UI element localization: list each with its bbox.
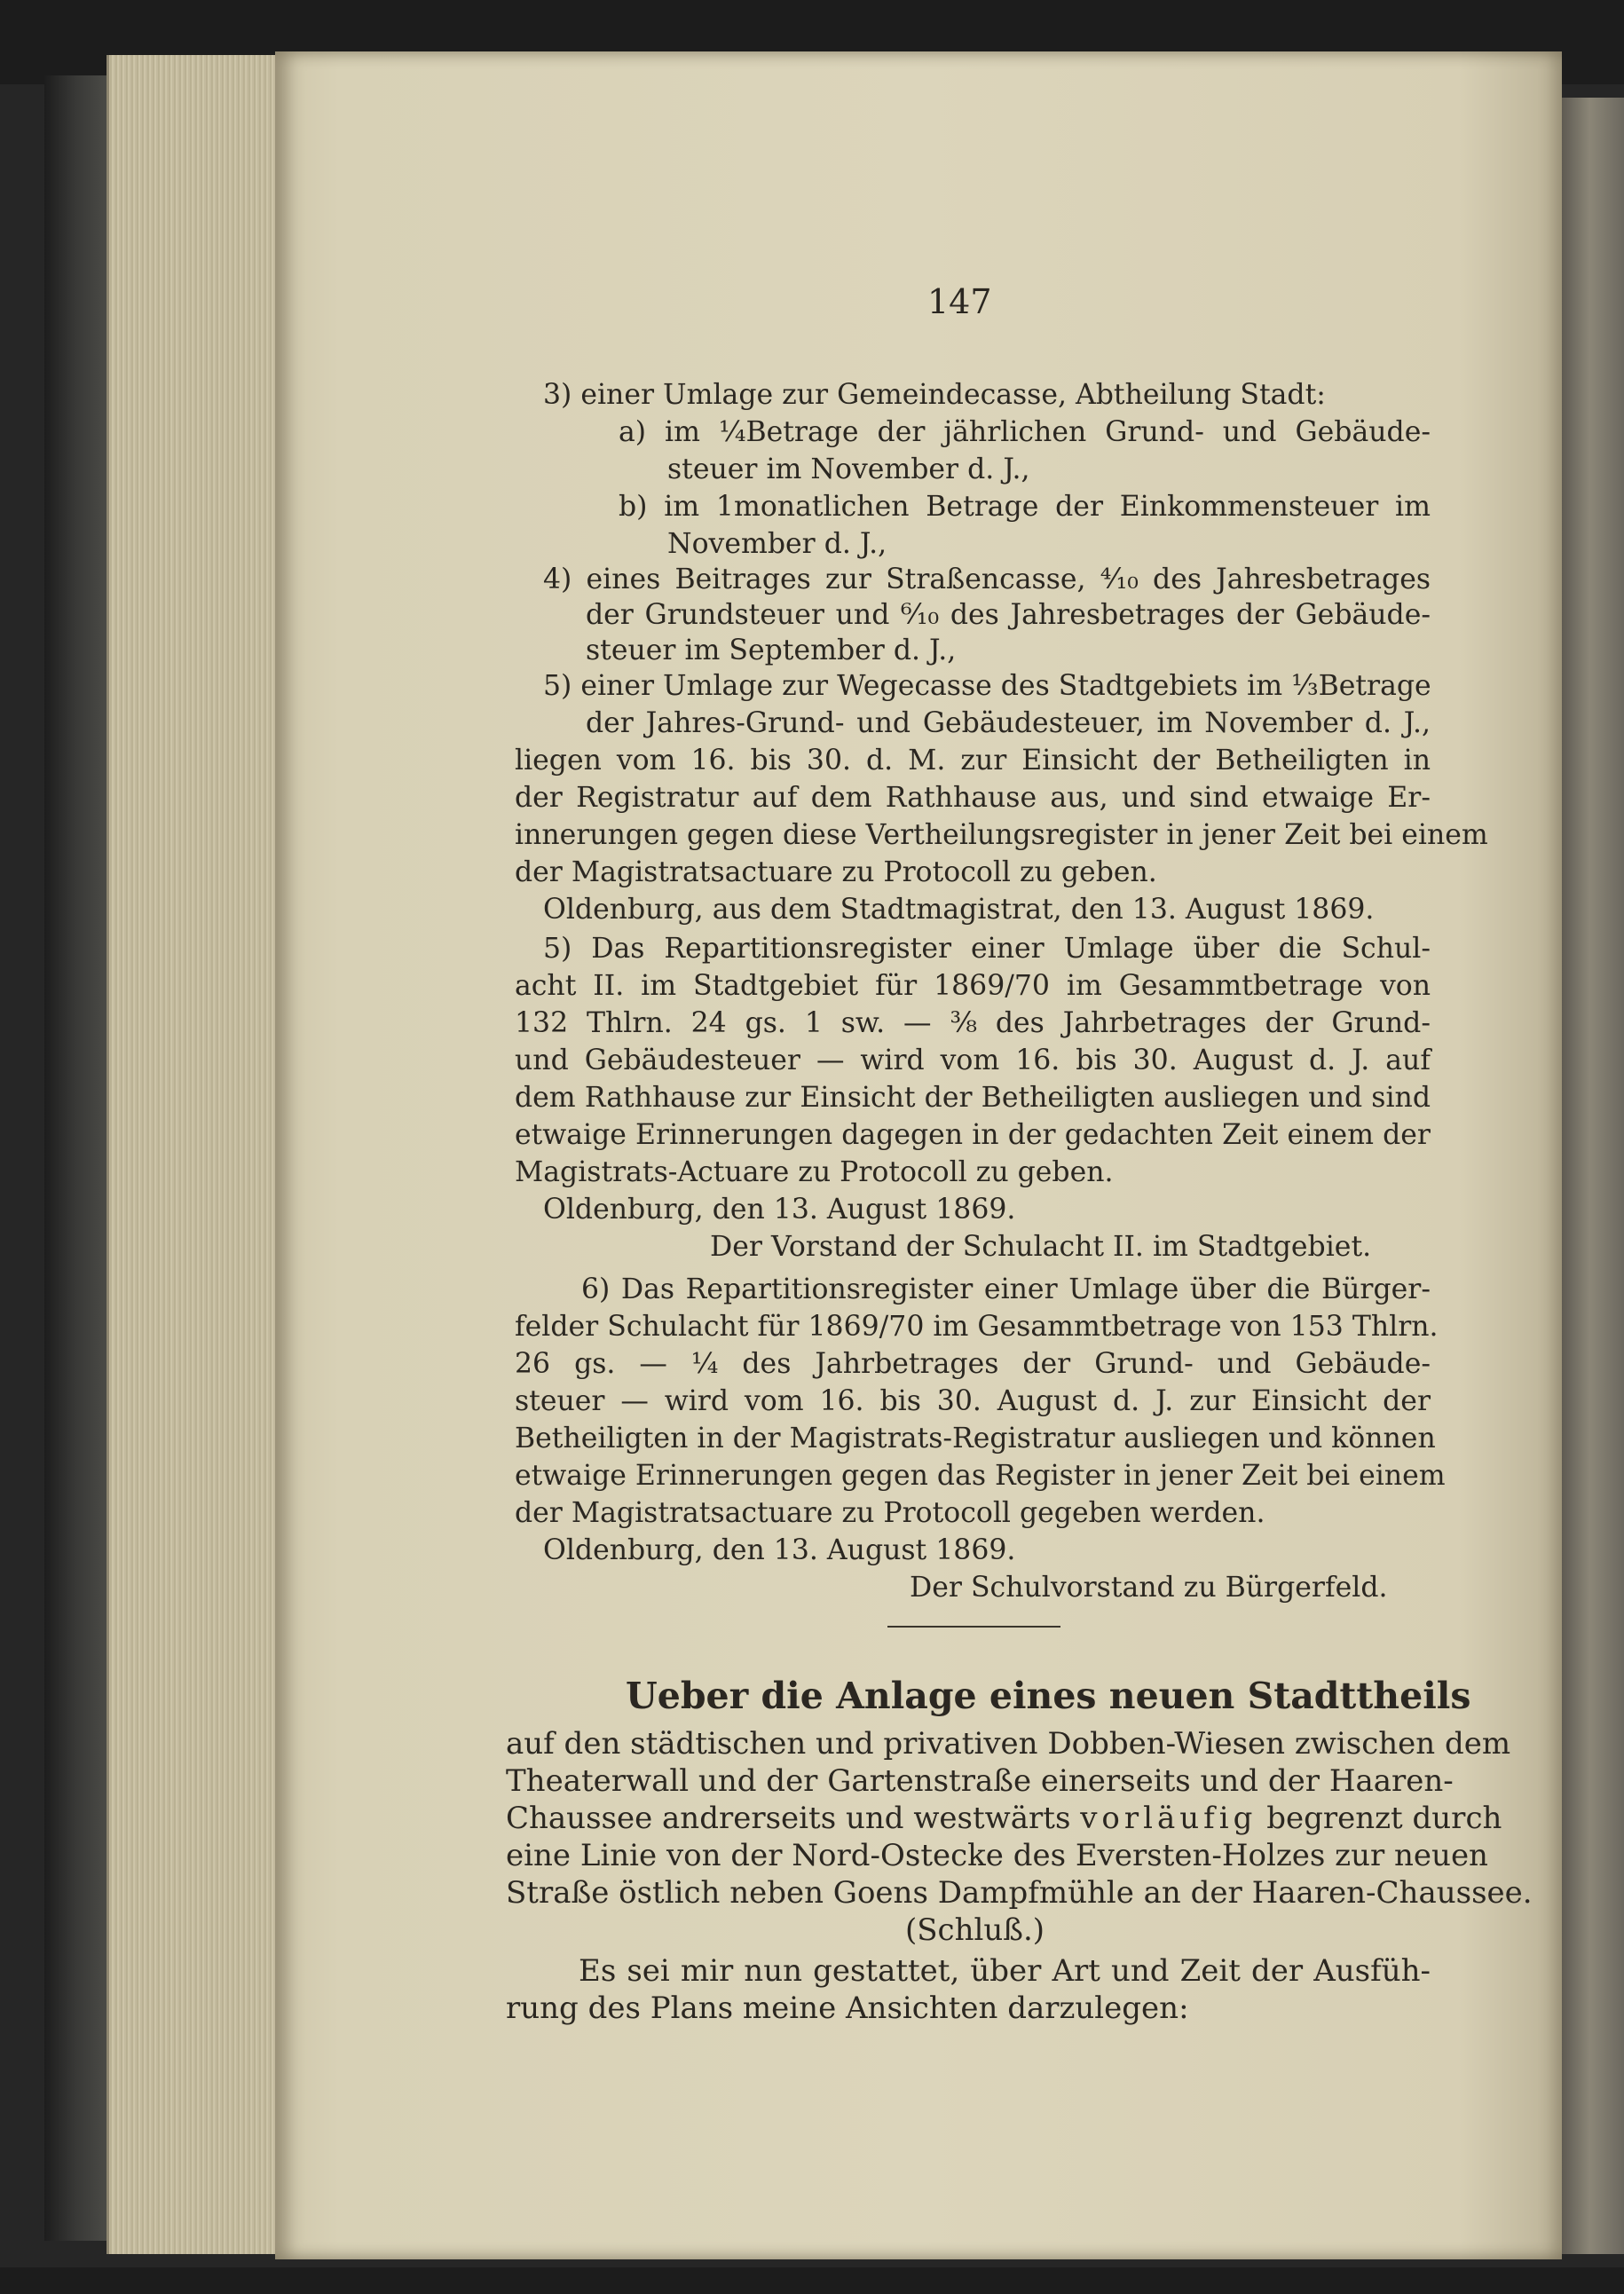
text-line: Der Schulvorstand zu Bürgerfeld. <box>910 1572 1388 1604</box>
text-line: eine Linie von der Nord-Ostecke des Eversten-Holzes zur neuen <box>506 1838 1488 1873</box>
page-number: 147 <box>927 282 992 321</box>
text-line: Betheiligten in der Magistrats-Registratur ausliegen und können <box>515 1423 1436 1454</box>
text-fragment: Chaussee andrerseits und westwärts <box>506 1801 1071 1836</box>
text-line: Oldenburg, aus dem Stadtmagistrat, den 13. August 1869. <box>543 894 1375 926</box>
text-line: der Magistratsactuare zu Protocoll gegeben werden. <box>515 1497 1265 1529</box>
text-fragment: begrenzt durch <box>1266 1801 1502 1836</box>
text-line: Straße östlich neben Goens Dampfmühle an der Haaren-Chaussee. <box>506 1875 1533 1911</box>
text-line: steuer — wird vom 16. bis 30. August d. J. zur Einsicht der <box>515 1385 1431 1417</box>
text-line <box>506 1801 1502 1836</box>
text-line: Theaterwall und der Gartenstraße einerseits und der Haaren- <box>506 1763 1454 1799</box>
text-line: der Grundsteuer und ⁶⁄₁₀ des Jahresbetrages der Gebäude- <box>586 599 1431 631</box>
text-line: steuer im November d. J., <box>667 453 1030 485</box>
text-line: rung des Plans meine Ansichten darzulegen: <box>506 1990 1189 2026</box>
text-line: 3) einer Umlage zur Gemeindecasse, Abtheilung Stadt: <box>543 379 1326 411</box>
text-line: liegen vom 16. bis 30. d. M. zur Einsicht der Betheiligten in <box>515 745 1431 776</box>
text-line: (Schluß.) <box>905 1912 1045 1948</box>
text-line: etwaige Erinnerungen dagegen in der gedachten Zeit einem der <box>515 1119 1431 1151</box>
text-line: felder Schulacht für 1869/70 im Gesammtbetrage von 153 Thlrn. <box>515 1311 1439 1343</box>
text-line: auf den städtischen und privativen Dobben-Wiesen zwischen dem <box>506 1726 1511 1762</box>
text-line: a) im ¼Betrage der jährlichen Grund- und Gebäude- <box>619 416 1431 448</box>
text-line: 6) Das Repartitionsregister einer Umlage über die Bürger- <box>581 1273 1431 1305</box>
text-line: dem Rathhause zur Einsicht der Betheiligten ausliegen und sind <box>515 1082 1431 1114</box>
text-line: steuer im September d. J., <box>586 635 957 666</box>
text-line: 4) eines Beitrages zur Straßencasse, ⁴⁄₁₀ des Jahresbetrages <box>543 564 1431 595</box>
text-line: Oldenburg, den 13. August 1869. <box>543 1534 1016 1566</box>
text-line: 132 Thlrn. 24 gs. 1 sw. — ⅜ des Jahrbetrages der Grund- <box>515 1007 1431 1039</box>
text-line: Es sei mir nun gestattet, über Art und Zeit der Ausfüh- <box>579 1953 1431 1989</box>
text-line: Magistrats-Actuare zu Protocoll zu geben. <box>515 1156 1114 1188</box>
emphasized-word: vorläufig <box>1080 1801 1257 1836</box>
section-divider <box>887 1626 1060 1628</box>
text-line: der Magistratsactuare zu Protocoll zu geben. <box>515 856 1157 888</box>
text-line: acht II. im Stadtgebiet für 1869/70 im Gesammtbetrage von <box>515 970 1431 1002</box>
text-line: der Jahres-Grund- und Gebäudesteuer, im November d. J., <box>586 707 1431 739</box>
text-line: 5) einer Umlage zur Wegecasse des Stadtgebiets im ⅓Betrage <box>543 670 1431 702</box>
text-line: b) im 1monatlichen Betrage der Einkommensteuer im <box>619 491 1431 523</box>
text-line: November d. J., <box>667 528 887 560</box>
text-line: 26 gs. — ¼ des Jahrbetrages der Grund- und Gebäude- <box>515 1348 1431 1380</box>
text-line: Der Vorstand der Schulacht II. im Stadtgebiet. <box>710 1231 1372 1263</box>
text-line: etwaige Erinnerungen gegen das Register in jener Zeit bei einem <box>515 1460 1446 1492</box>
text-line: der Registratur auf dem Rathhause aus, und sind etwaige Er- <box>515 782 1431 814</box>
text-line: 5) Das Repartitionsregister einer Umlage über die Schul- <box>543 933 1431 965</box>
text-line: Oldenburg, den 13. August 1869. <box>543 1194 1016 1226</box>
article-heading: Ueber die Anlage eines neuen Stadttheils <box>626 1675 1471 1717</box>
text-line: und Gebäudesteuer — wird vom 16. bis 30. August d. J. auf <box>515 1045 1431 1076</box>
text-line: innerungen gegen diese Vertheilungsregister in jener Zeit bei einem <box>515 819 1488 851</box>
